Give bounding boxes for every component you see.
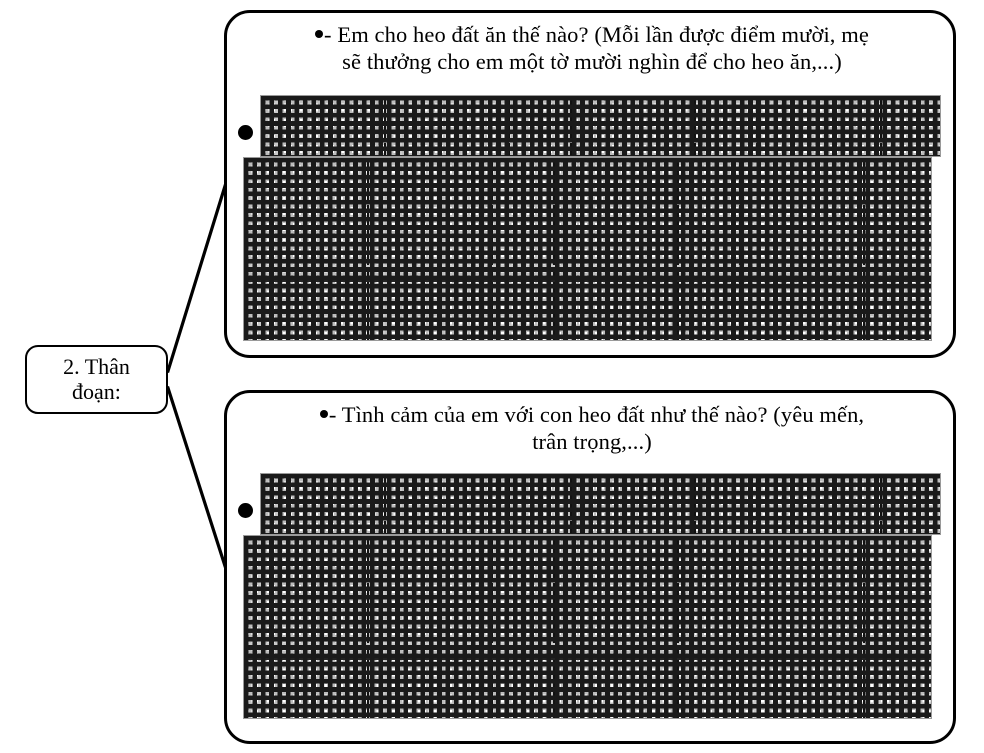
question-prompt-1-line-2: sẽ thưởng cho em một tờ mười nghìn để cho heo ăn,...)	[342, 49, 842, 75]
question-prompt-1-line-1: - Em cho heo đất ăn thế nào? (Mỗi lần được điểm mười, mẹ	[324, 22, 869, 47]
connector-line-upper	[168, 186, 225, 371]
than-doan-label-line-2: đoạn:	[72, 378, 121, 404]
question-prompt-2	[245, 401, 939, 456]
answer-grid-block-1[interactable]	[243, 157, 932, 341]
question-prompt-1	[245, 21, 939, 76]
question-prompt-2-line-1: - Tình cảm của em với con heo đất như thế nào? (yêu mến,	[328, 402, 865, 427]
prompt-bullet-icon-2	[320, 410, 328, 418]
answer-grid-strip-1[interactable]	[260, 95, 941, 157]
than-doan-label-box[interactable]	[25, 345, 168, 414]
question-prompt-2-line-2: trân trọng,...)	[532, 429, 652, 455]
prompt-bullet-icon-1	[315, 30, 323, 38]
connector-line-lower	[168, 388, 225, 566]
answer-grid-block-2[interactable]	[243, 535, 932, 719]
than-doan-label-line-1: 2. Thân	[63, 353, 130, 379]
answer-row-bullet-1	[238, 125, 253, 140]
question-panel-1[interactable]	[224, 10, 956, 358]
than-doan-label-text	[59, 355, 134, 404]
question-panel-2[interactable]	[224, 390, 956, 744]
answer-row-bullet-2	[238, 503, 253, 518]
answer-grid-strip-2[interactable]	[260, 473, 941, 535]
